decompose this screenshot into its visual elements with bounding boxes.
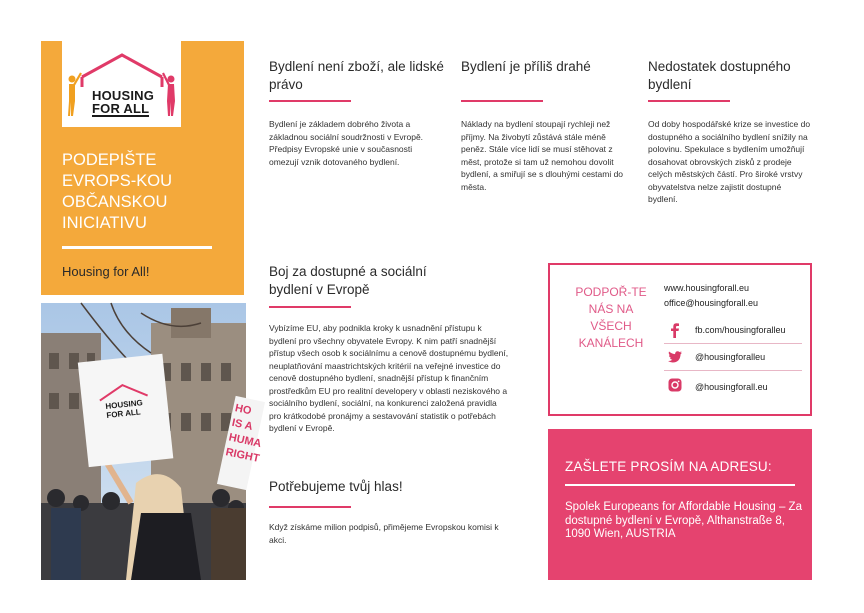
support-heading: PODPOŘ-TE NÁS NA VŠECH KANÁLECH bbox=[575, 285, 647, 350]
logo-line-2: FOR ALL bbox=[92, 101, 150, 116]
instagram-icon[interactable] bbox=[666, 376, 684, 394]
vote-divider bbox=[269, 506, 351, 508]
twitter-icon[interactable] bbox=[666, 348, 684, 366]
col1-heading: Bydlení není zboží, ale lidské právo bbox=[269, 59, 444, 92]
address-text: Spolek Europeans for Affordable Housing – Za dostupné bydlení v Evropě, Althanstraße 8, 1090 Wien, AUSTRIA bbox=[565, 501, 802, 540]
main-divider bbox=[269, 306, 351, 308]
facebook-icon[interactable] bbox=[666, 321, 684, 339]
col2-body: Náklady na bydlení stoupají rychleji než příjmy. Na živobytí zůstává stále méně peněz. Stále více lidí se musí stěhovat z měst, protože si tam už nemohou dovolit bydlení, a smiřují se s dlouhými cestami do města. bbox=[461, 119, 624, 192]
cta-divider bbox=[62, 246, 212, 249]
poster-text-3: HUMA bbox=[227, 431, 263, 451]
facebook-link[interactable]: fb.com/housingforalleu bbox=[695, 325, 786, 335]
address-divider bbox=[565, 484, 795, 486]
col3-divider bbox=[648, 100, 730, 102]
vote-body: Když získáme milion podpisů, přiměјeme Evropskou komisi k akci. bbox=[269, 522, 499, 545]
col3-body: Od doby hospodářské krize se investice do dostupného a sociálního bydlení snížily na polovinu. Spekulace s bydlením umožňují dosahovat obrovských zisků z prodeje celých městských částí. Pro široké vrstvy obyvatelstva nelze zajistit dostupné bydlení. bbox=[648, 119, 811, 204]
contact-separator bbox=[664, 343, 802, 344]
col2-heading: Bydlení je příliš drahé bbox=[461, 59, 591, 74]
instagram-link[interactable]: @housingforall.eu bbox=[695, 382, 768, 392]
main-heading: Boj za dostupné a sociální bydlení v Evropě bbox=[269, 264, 427, 297]
col2-divider bbox=[461, 100, 543, 102]
poster-text-2: IS A bbox=[230, 416, 254, 433]
address-heading: ZAŠLETE PROSÍM NA ADRESU: bbox=[565, 459, 772, 474]
protest-photo bbox=[41, 303, 263, 580]
cta-tagline: Housing for All! bbox=[62, 264, 150, 279]
contact-separator bbox=[664, 370, 802, 371]
logo-line-1: HOUSING bbox=[92, 88, 155, 103]
logo-wordmark bbox=[92, 89, 154, 117]
sign-logo-line-1: HOUSING bbox=[105, 398, 144, 411]
vote-heading: Potřebujeme tvůj hlas! bbox=[269, 479, 403, 494]
twitter-link[interactable]: @housingforalleu bbox=[695, 352, 766, 362]
housing-for-all-logo bbox=[62, 41, 181, 127]
cta-heading: PODEPIŠTE EVROPS-KOU OBČANSKOU INICIATIVU bbox=[62, 151, 173, 232]
poster-text-1: HO bbox=[233, 402, 253, 418]
poster-text-4: RIGHT bbox=[224, 446, 261, 466]
main-body: Vybízíme EU, aby podnikla kroky k usnadnění přístupu k bydlení pro všechny obyvatele Evropy. K nim patří snadnější přístup všech osob k sociálnímu a cenově dostupnému bydlení, neuplatňování maastrichtských kritérií na veřejné investice do cenově dostupného bydlení, snadnější přístup k finančním prostředkům EU pro realitní developery v oblasti neziskového a sociálního bydlení, sociální, na konkurenci založená pravidla pro krátkodobé pronájmy a sestavování statistik o potřebách bydlení v Evropě. bbox=[269, 323, 509, 433]
sign-logo-line-2: FOR ALL bbox=[105, 407, 142, 420]
website-link[interactable]: www.housingforall.eu bbox=[664, 283, 750, 293]
email-link[interactable]: office@housingforall.eu bbox=[664, 298, 759, 308]
col1-body: Bydlení je základem dobrého života a základnou sociální soudržnosti v Evropě. Předpisy Evropské unie v současnosti omezují vznik dotovaného bydlení. bbox=[269, 119, 424, 167]
col1-divider bbox=[269, 100, 351, 102]
col3-heading: Nedostatek dostupného bydlení bbox=[648, 59, 791, 92]
